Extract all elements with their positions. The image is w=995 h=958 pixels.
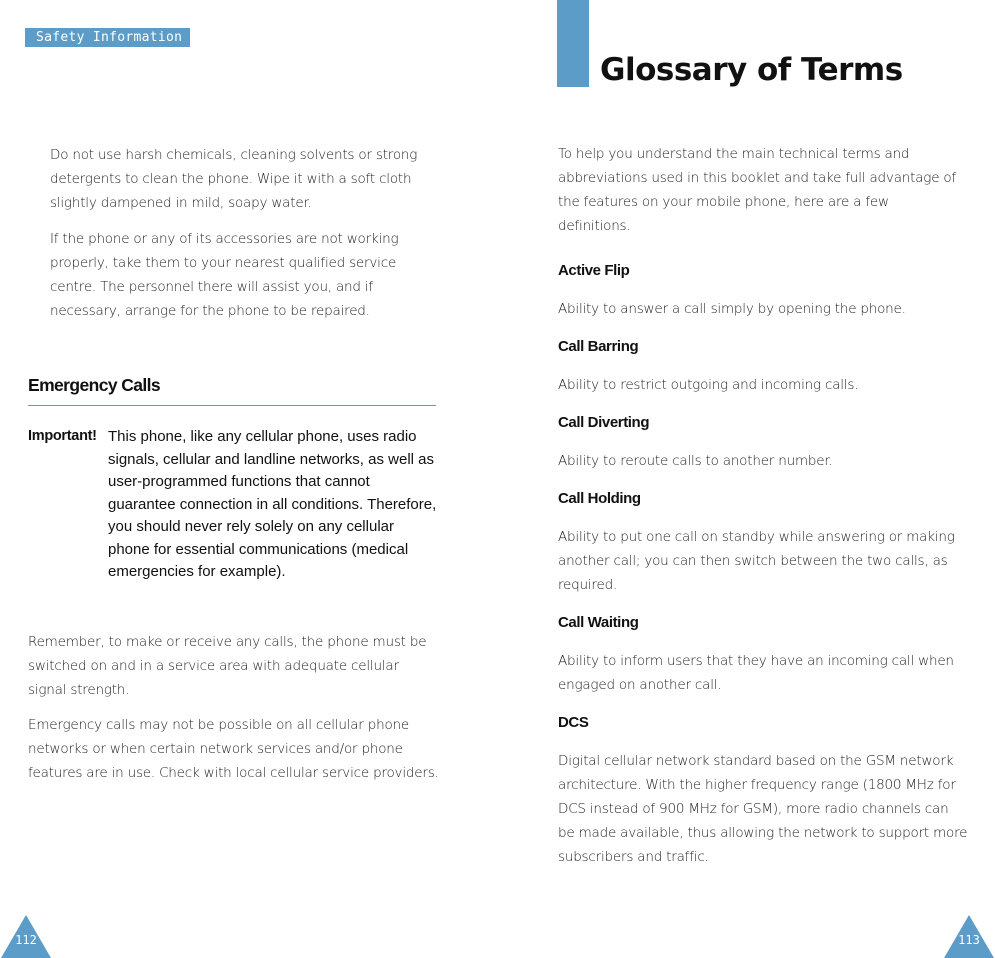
emergency-notes (28, 630, 440, 785)
term-definition: Ability to answer a call simply by opening the phone. (558, 301, 906, 317)
care-paragraph: If the phone or any of its accessories are not working properly, take them to your nearest qualified service centre. The personnel there will assist you, and if necessary, arrange for the phone to be repaired. (50, 231, 399, 319)
glossary-term (558, 611, 968, 697)
glossary-terms (558, 259, 968, 883)
page-number-left: 112 (15, 933, 37, 947)
glossary-term (558, 335, 968, 397)
glossary-intro: To help you understand the main technical terms and abbreviations used in this booklet and take full advantage of the features on your mobile phone, here are a few definitions. (558, 146, 957, 234)
section-tab: Safety Information (25, 28, 190, 47)
emergency-paragraph: Remember, to make or receive any calls, the phone must be switched on and in a service area with adequate cellular signal strength. (28, 634, 427, 698)
term-definition: Ability to restrict outgoing and incoming calls. (558, 377, 859, 393)
glossary-term (558, 711, 968, 869)
page-number-right: 113 (958, 933, 980, 947)
term-name: Call Diverting (558, 414, 650, 431)
term-definition: Digital cellular network standard based on the GSM network architecture. With the higher frequency range (1800 MHz for DCS instead of 900 MHz for GSM), more radio channels can be made available, thus allowing the network to support more subscribers and traffic. (558, 753, 968, 865)
term-name: Call Waiting (558, 614, 639, 631)
term-definition: Ability to reroute calls to another number. (558, 453, 833, 469)
emergency-paragraph: Emergency calls may not be possible on all cellular phone networks or when certain network services and/or phone features are in use. Check with local cellular service providers. (28, 717, 439, 781)
term-name: DCS (558, 714, 589, 731)
care-instructions (50, 143, 440, 323)
glossary-term (558, 259, 968, 321)
emergency-calls-heading: Emergency Calls (28, 375, 436, 406)
glossary-term (558, 411, 968, 473)
important-note: This phone, like any cellular phone, uses radio signals, cellular and landline networks, as well as user-programmed functions that cannot guarantee connection in all conditions. Therefore, you should never rely solely on any cellular phone for essential communications (medical emergencies for example). (108, 428, 437, 580)
care-paragraph: Do not use harsh chemicals, cleaning solvents or strong detergents to clean the phone. Wipe it with a soft cloth slightly dampened in mild, soapy water. (50, 147, 418, 211)
page-title: Glossary of Terms (600, 52, 903, 88)
term-definition: Ability to put one call on standby while answering or making another call; you can then switch between the two calls, as required. (558, 529, 955, 593)
term-name: Call Holding (558, 490, 641, 507)
term-definition: Ability to inform users that they have an incoming call when engaged on another call. (558, 653, 954, 693)
important-label: Important! (28, 428, 97, 444)
term-name: Active Flip (558, 262, 630, 279)
term-name: Call Barring (558, 338, 639, 355)
glossary-term (558, 487, 968, 597)
title-accent-bar (557, 0, 589, 87)
